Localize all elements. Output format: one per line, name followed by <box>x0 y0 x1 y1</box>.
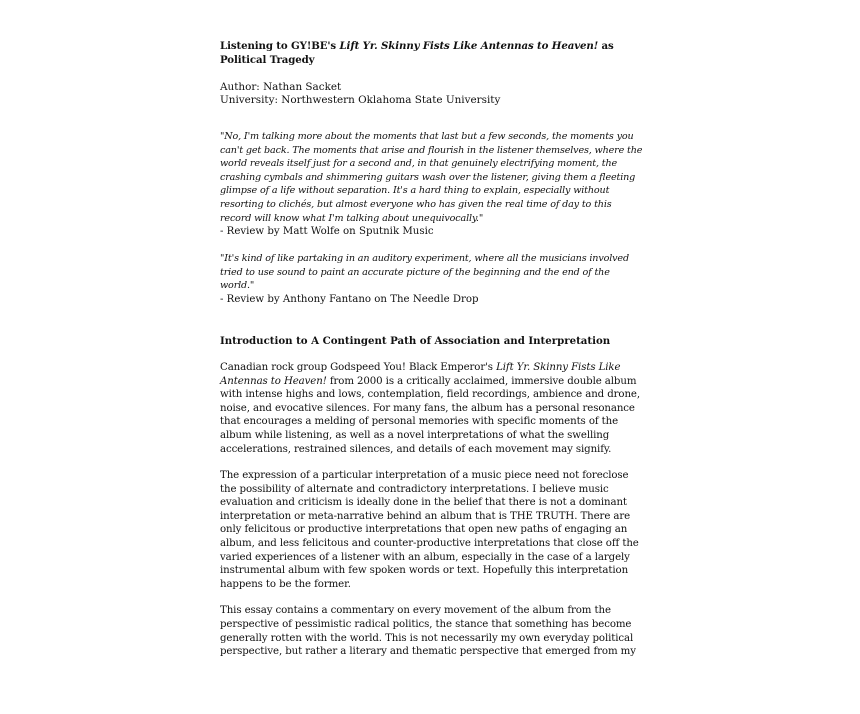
author-info <box>220 81 645 107</box>
epigraph-2 <box>220 252 645 307</box>
document-content <box>220 39 645 659</box>
quote-text: "No, I'm talking more about the moments that last but a few seconds, the moments you can't get back. The moments that arise and flourish in the listener themselves, where the world reveals itself just for a second and, in that genuinely electrifying moment, the crashing cymbals and shimmering guitars wash over the listener, giving them a fleeting glimpse of a life without separation. It's a hard thing to explain, especially without resorting to clichés, but almost everyone who has given the real time of day to this record will know what I'm talking about unequivocally." <box>220 131 643 224</box>
title-album: Lift Yr. Skinny Fists Like Antennas to Heaven! <box>339 40 599 52</box>
quote-attribution: - Review by Anthony Fantano on The Needle Drop <box>220 293 479 305</box>
epigraph-1 <box>220 130 645 239</box>
university-line: University: Northwestern Oklahoma State University <box>220 94 501 106</box>
title-suffix: as Political Tragedy <box>220 40 614 66</box>
author-line: Author: Nathan Sacket <box>220 81 342 93</box>
paragraph-3: This essay contains a commentary on every movement of the album from the perspective of pessimistic radical politics, the stance that something has become generally rotten with the world. This is not necessarily my own everyday political perspective, but rather a literary and thematic perspective that emerged from my <box>220 605 636 658</box>
paragraph-2: The expression of a particular interpretation of a music piece need not foreclose the possibility of alternate and contradictory interpretations. I believe music evaluation and criticism is ideally done in the belief that there is not a dominant interpretation or meta-narrative behind an album that is THE TRUTH. There are only felicitous or productive interpretations that open new paths of engaging an album, and less felicitous and counter-productive interpretations that close off the varied experiences of a listener with an album, especially in the case of a largely instrumental album with few spoken words or text. Hopefully this interpretation happens to be the former. <box>220 470 639 590</box>
paragraph-1-album: Lift Yr. Skinny Fists Like Antennas to Heaven! <box>220 361 621 387</box>
quote-attribution: - Review by Matt Wolfe on Sputnik Music <box>220 226 434 238</box>
paragraph-1 <box>220 361 645 456</box>
paragraph-1-after: from 2000 is a critically acclaimed, immersive double album with intense highs and lows, contemplation, field recordings, ambience and drone, noise, and evocative silences. For many fans, the album has a personal resonance that encourages a melding of personal memories with specific moments of the album while listening, as well as a novel interpretations of what the swelling accelerations, restrained silences, and details of each movement may signify. <box>220 375 640 455</box>
quote-text: "It's kind of like partaking in an auditory experiment, where all the musicians involved tried to use sound to paint an accurate picture of the beginning and the end of the world." <box>220 253 629 292</box>
paragraph-1-before: Canadian rock group Godspeed You! Black Emperor's <box>220 361 497 373</box>
title-prefix: Listening to GY!BE's <box>220 40 340 52</box>
section-heading: Introduction to A Contingent Path of Association and Interpretation <box>220 334 611 347</box>
document-title <box>220 39 645 67</box>
